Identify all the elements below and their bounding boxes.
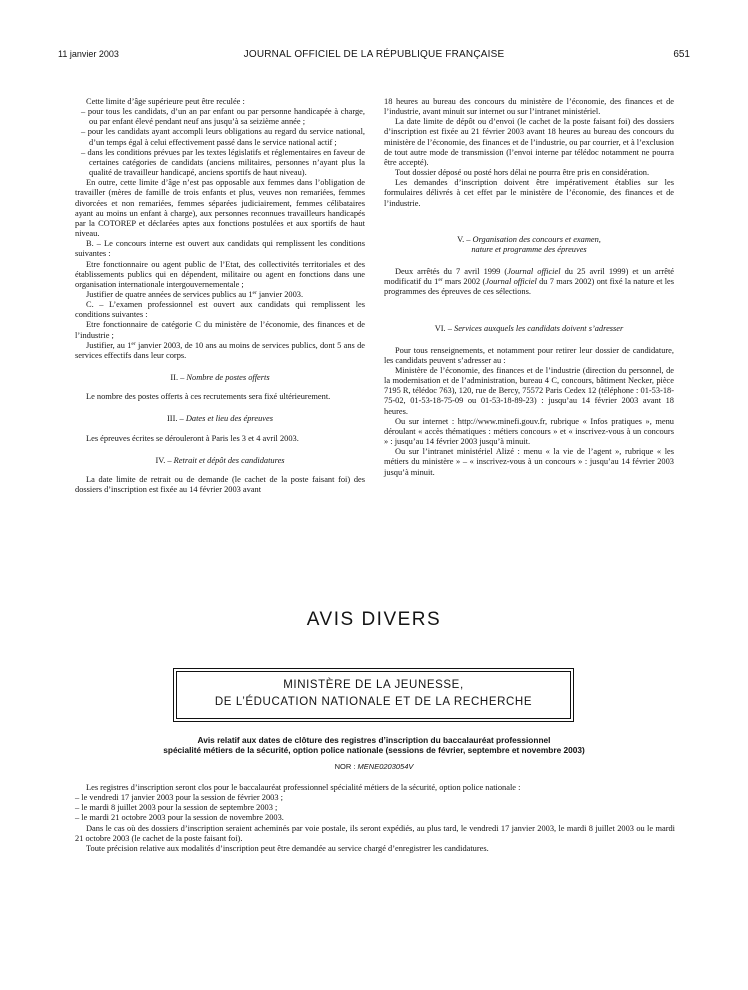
age-limit-list xyxy=(75,107,365,178)
notice-paragraph-1: Les registres d’inscription seront clos pour le baccalauréat professionnel spécialité métiers de la sécurité, option police nationale : xyxy=(86,783,521,792)
paragraph-hors-delai: Tout dossier déposé ou posté hors délai ne pourra être pris en considération. xyxy=(395,168,650,178)
section-heading-vi: VI. – Services auxquels les candidats doivent s’adresser xyxy=(434,323,624,333)
paragraph-arretes: Deux arrêtés du 7 avril 1999 (Journal officiel du 25 avril 1999) et un arrêté modificatif du 1er mars 2002 (Journal officiel du 7 mars 2002) ont fixé la nature et les programmes des épreuves de ces sélections. xyxy=(384,267,674,297)
page-number: 651 xyxy=(673,49,690,60)
paragraph-b-justifier: Justifier de quatre années de services publics au 1er janvier 2003. xyxy=(86,289,304,299)
paragraph-ministere-address: Ministère de l’économie, des finances et de l’industrie (direction du personnel, de la modernisation et de l’administration, bureau 4 C, concours, bâtiment Necker, pièce 7195 R, télédoc 763), 120, rue de Bercy, 75572 Paris Cedex 12 (téléphone : 01-53-18-75-02, 01-53-18-75-09 ou 01-53-18-89-23) : jusqu’au 14 février 2003 avant 18 heures. xyxy=(384,365,674,416)
ministry-line-2: DE L’ÉDUCATION NATIONALE ET DE LA RECHERCHE xyxy=(214,696,533,708)
ministry-line-1: MINISTÈRE DE LA JEUNESSE, xyxy=(283,679,464,691)
notice-title: Avis relatif aux dates de clôture des registres d’inscription du baccalauréat professionnel spécialité métiers de la sécurité, option police nationale (sessions de février, septembre et novembre 2003) xyxy=(163,735,585,755)
paragraph-b-detail: Etre fonctionnaire ou agent public de l’Etat, des collectivités territoriales et des établissements publics qui en dépendent, militaire ou agent en fonctions dans une organisation internationale intergouvernementale ; xyxy=(75,259,365,289)
right-column xyxy=(384,97,674,478)
journal-title: JOURNAL OFFICIEL DE LA RÉPUBLIQUE FRANÇAISE xyxy=(243,49,505,60)
section-heading-v: V. – Organisation des concours et examen, nature et programme des épreuves xyxy=(457,234,601,254)
paragraph-c-detail: Etre fonctionnaire de catégorie C du ministère de l’économie, des finances et de l’industrie ; xyxy=(75,320,365,340)
left-column xyxy=(75,97,365,495)
notice-body xyxy=(75,783,675,854)
paragraph-c-justifier: Justifier, au 1er janvier 2003, de 10 ans au moins de services publics, dont 5 ans de services effectifs dans leur corps. xyxy=(75,340,365,360)
notice-session-list xyxy=(75,793,675,823)
list-item: – dans les conditions prévues par les textes législatifs et réglementaires en faveur de certaines catégories de candidats (anciens militaires, personnes n’ayant plus la qualité de travailleur handicapé, anciens sportifs de haut niveau). xyxy=(81,147,365,178)
list-item: – pour tous les candidats, d’un an par enfant ou par personne handicapée à charge, ou par enfant élevé pendant neuf ans jusqu’à sa seizième année ; xyxy=(81,107,365,127)
section-heading-iii: III. – Dates et lieu des épreuves xyxy=(167,414,273,424)
nor-reference: NOR : MENE0203054V xyxy=(334,762,414,771)
list-item: – le mardi 21 octobre 2003 pour la session de novembre 2003. xyxy=(75,813,284,823)
avis-divers-heading: AVIS DIVERS xyxy=(306,609,442,630)
paragraph-retrait: La date limite de retrait ou de demande (le cachet de la poste faisant foi) des dossiers d’inscription est fixée au 14 février 2003 avant xyxy=(75,474,365,494)
paragraph-depot: La date limite de dépôt ou d’envoi (le cachet de la poste faisant foi) des dossiers d’inscription est fixée au 21 février 2003 avant 18 heures au bureau des concours du ministère de l’économie, des finances et de l’industrie, ou par courrier, et à l’exclusion de tout autre mode de transmission (l’envoi interne par télédoc notamment ne pourra être accepté). xyxy=(384,117,674,167)
paragraph-internet: Ou sur internet : http://www.minefi.gouv.fr, rubrique « Infos pratiques », menu déroulant « accès thématiques : métiers concours » et « inscrivez-vous à un concours » : jusqu’au 14 février 2003 jusqu’à minuit. xyxy=(384,416,674,447)
issue-date: 11 janvier 2003 xyxy=(58,49,119,59)
paragraph-intranet: Ou sur l’intranet ministériel Alizé : menu « la vie de l’agent », rubrique « les métiers du ministère » – « inscrivez-vous à un concours » : jusqu’au 14 février 2003 jusqu’à minuit. xyxy=(384,447,674,477)
paragraph-continuation: 18 heures au bureau des concours du ministère de l’économie, des finances et de l’industrie, avant minuit sur internet ou sur l’intranet ministériel. xyxy=(384,97,674,117)
list-item: – le mardi 8 juillet 2003 pour la session de septembre 2003 ; xyxy=(75,803,278,813)
notice-paragraph-3: Toute précision relative aux modalités d’inscription peut être demandée au service chargé d’enregistrer les candidatures. xyxy=(86,843,489,853)
paragraph-demandes: Les demandes d’inscription doivent être impérativement établies sur les formulaires délivrés à cet effet par le ministère de l’économie, des finances et de l’industrie. xyxy=(384,178,674,208)
paragraph-postes: Le nombre des postes offerts à ces recrutements sera fixé ultérieurement. xyxy=(86,392,331,402)
list-item: – le vendredi 17 janvier 2003 pour la session de février 2003 ; xyxy=(75,793,283,803)
ministry-box xyxy=(173,668,574,722)
notice-paragraph-2: Dans le cas où des dossiers d’inscription seraient acheminés par voie postale, ils seront expédiés, au plus tard, le vendredi 17 janvier 2003, le mardi 8 juillet 2003 ou le mardi 21 octobre 2003 (le cachet de la poste faisant foi). xyxy=(75,823,675,843)
paragraph-b: B. – Le concours interne est ouvert aux candidats qui remplissent les conditions suivantes : xyxy=(75,239,365,259)
age-limit-intro: Cette limite d’âge supérieure peut être reculée : xyxy=(86,97,245,106)
paragraph-renseignements: Pour tous renseignements, et notamment pour retirer leur dossier de candidature, les candidats peuvent s’adresser au : xyxy=(384,345,674,365)
paragraph-en-outre: En outre, cette limite d’âge n’est pas opposable aux femmes dans l’obligation de travailler (mères de famille de trois enfants et plus, veuves non remariées, femmes divorcées et non remariées, femmes séparées judiciairement, femmes célibataires ayant au moins un enfant à charge), aux personnes reconnues travailleurs handicapés par la COTOREP et déclarées aptes aux fonctions postulées et aux sportifs de haut niveau. xyxy=(75,178,365,239)
section-heading-ii: II. – Nombre de postes offerts xyxy=(170,373,270,383)
running-header xyxy=(58,49,690,65)
paragraph-c: C. – L’examen professionnel est ouvert aux candidats qui remplissent les conditions suivantes : xyxy=(75,300,365,320)
list-item: – pour les candidats ayant accompli leurs obligations au regard du service national, d’un temps égal à celui effectivement passé dans le service national actif ; xyxy=(81,127,365,147)
section-heading-iv: IV. – Retrait et dépôt des candidatures xyxy=(155,455,285,465)
paragraph-dates: Les épreuves écrites se dérouleront à Paris les 3 et 4 avril 2003. xyxy=(86,433,299,443)
